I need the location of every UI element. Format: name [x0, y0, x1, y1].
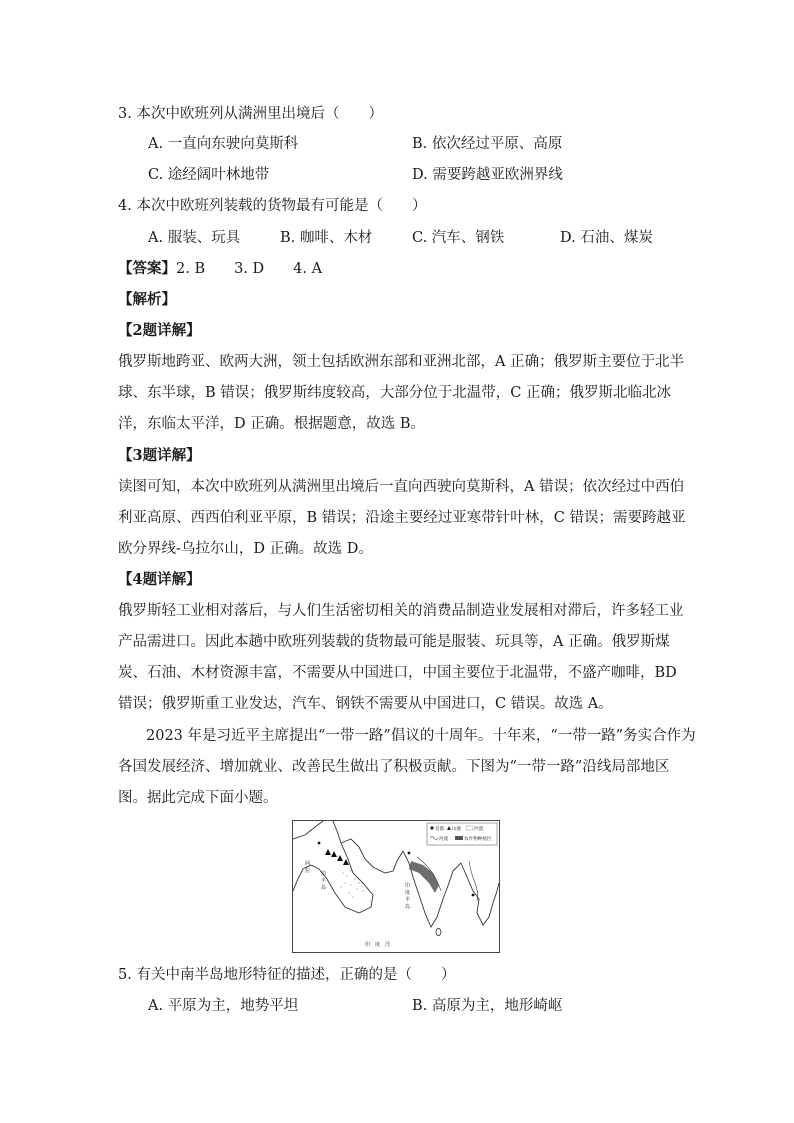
detail4-line-3: 炭、石油、木材资源丰富，不需要从中国进口，中国主要位于北温带，不盛产咖啡，BD: [118, 665, 677, 681]
coastline-sri-lanka: [436, 928, 441, 935]
legend-desert: 沙漠: [474, 827, 484, 832]
label-indian-ocean: 印 度 洋: [365, 942, 391, 948]
detail3-line-3: 欧分界线-乌拉尔山，D 正确。故选 D。: [118, 541, 373, 557]
legend-river: 河流: [439, 837, 449, 842]
detail2-line-2: 球、东半球，B 错误；俄罗斯纬度较高，大部分位于北温带，C 正确；俄罗斯北临北冰: [118, 385, 671, 401]
mountains: [325, 849, 349, 865]
q4-option-b[interactable]: B. 咖啡、木材: [280, 230, 373, 246]
intro-line-1: 2023 年是习近平主席提出“一带一路”倡议的十周年。十年来，“一带一路”务实合作为: [146, 728, 696, 744]
answer-line: [118, 259, 322, 279]
detail2-line-1: 俄罗斯地跨亚、欧两大洲，领土包括欧洲东部和亚洲北部，A 正确；俄罗斯主要位于北半: [118, 354, 685, 370]
answer-label: 【答案】: [118, 260, 176, 277]
detail4-line-2: 产品需进口。因此本趟中欧班列装载的货物最可能是服装、玩具等，A 正确。俄罗斯煤: [118, 634, 670, 650]
answer-values: 2. B 3. D 4. A: [176, 261, 323, 277]
svg-text:半: 半: [405, 897, 411, 903]
q4-option-a[interactable]: A. 服装、玩具: [148, 230, 241, 246]
detail2-title: 【2题详解】: [118, 322, 201, 339]
svg-text:岛: 岛: [321, 885, 327, 891]
label-india: [405, 882, 410, 910]
q4-option-c[interactable]: C. 汽车、钢铁: [412, 230, 505, 246]
legend-crop: 农作物种植区: [464, 837, 492, 842]
svg-text:半: 半: [321, 878, 327, 884]
q5-stem: 5. 有关中南半岛地形特征的描述，正确的是（ ）: [118, 967, 456, 983]
desert-arabia: [341, 871, 364, 898]
belt-road-map: [292, 820, 500, 953]
svg-text:岛: 岛: [405, 904, 411, 910]
detail3-title: 【3题详解】: [118, 447, 201, 464]
q3-option-a[interactable]: A. 一直向东驶向莫斯科: [148, 136, 299, 152]
coastline-arabia-gulf: [341, 839, 403, 873]
map-legend: [427, 823, 497, 845]
detail4-line-4: 错误；俄罗斯重工业发达，汽车、钢铁不需要从中国进口，C 错误。故选 A。: [118, 696, 613, 712]
coastline-west: [293, 821, 373, 913]
q5-option-b[interactable]: B. 高原为主，地形崎岖: [412, 998, 563, 1014]
legend-mountain: 山脉: [452, 827, 462, 832]
q3-option-d[interactable]: D. 需要跨越亚欧洲界线: [412, 167, 563, 183]
detail3-line-2: 利亚高原、西西伯利亚平原，B 错误；沿途主要经过亚寒带针叶林，C 错误；需要跨越亚: [118, 510, 686, 526]
q3-option-c[interactable]: C. 途经阔叶林地带: [148, 167, 270, 183]
svg-text:印: 印: [405, 883, 411, 889]
crop-area-ganges: [409, 861, 439, 893]
svg-text:伯: 伯: [321, 871, 327, 877]
q3-option-b[interactable]: B. 依次经过平原、高原: [412, 136, 563, 152]
q4-stem: 4. 本次中欧班列装载的货物最有可能是（ ）: [118, 198, 427, 214]
svg-text:拉: 拉: [305, 868, 311, 874]
detail4-line-1: 俄罗斯轻工业相对落后，与人们生活密切相关的消费品制造业发展相对滞后，许多轻工业: [118, 603, 684, 619]
coastline-indochina: [461, 863, 499, 925]
detail3-line-1: 读图可知，本次中欧班列从满洲里出境后一直向西驶向莫斯科，A 错误；依次经过中西伯: [118, 479, 685, 495]
intro-line-3: 图。据此完成下面小题。: [118, 790, 278, 806]
q4-option-d[interactable]: D. 石油、煤炭: [560, 230, 653, 246]
legend-capital: 首都: [435, 827, 445, 832]
map-svg: [293, 821, 499, 952]
capitals: [318, 842, 475, 897]
label-arabia: [305, 860, 326, 891]
intro-line-2: 各国发展经济、增加就业、改善民生做出了积极贡献。下图为“一带一路”沿线局部地区: [118, 759, 670, 775]
detail2-line-3: 洋，东临太平洋，D 正确。根据题意，故选 B。: [118, 416, 425, 432]
svg-text:度: 度: [405, 890, 411, 896]
detail4-title: 【4题详解】: [118, 571, 201, 588]
analysis-label: 【解析】: [118, 291, 176, 308]
q5-option-a[interactable]: A. 平原为主，地势平坦: [148, 998, 299, 1014]
q3-stem: 3. 本次中欧班列从满洲里出境后（ ）: [118, 106, 383, 122]
svg-text:阿: 阿: [305, 861, 311, 867]
